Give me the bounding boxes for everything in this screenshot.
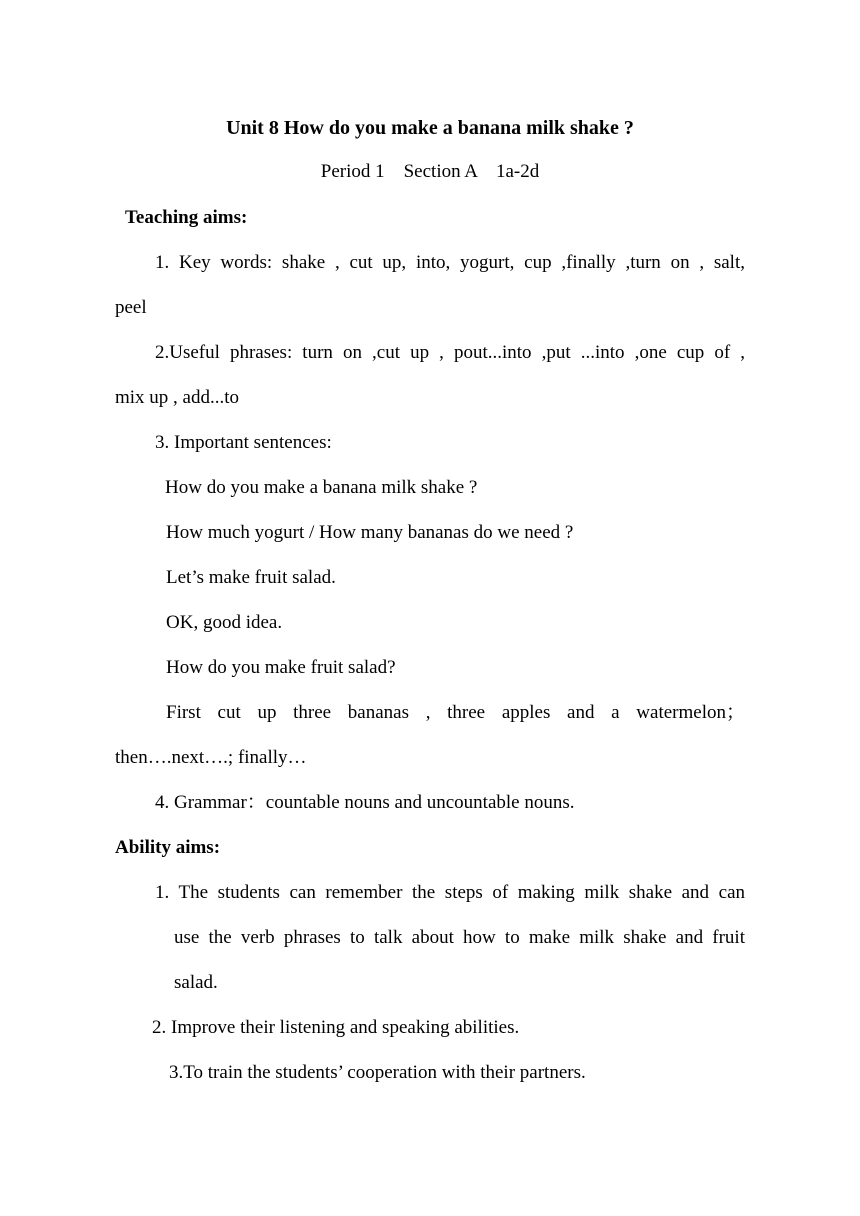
useful-phrases-line-2: mix up , add...to	[115, 387, 240, 408]
sentence-1: How do you make a banana milk shake ?	[165, 477, 478, 498]
sentence-5: How do you make fruit salad?	[166, 657, 396, 678]
sentence-4: OK, good idea.	[166, 612, 283, 633]
ability-item-3: 3.To train the students’ cooperation with their partners.	[169, 1062, 586, 1083]
steps-line-1: First cut up three bananas , three apples and a watermelon；	[166, 702, 745, 723]
page-subtitle: Period 1 Section A 1a-2d	[320, 161, 540, 182]
grammar-line: 4. Grammar：countable nouns and uncountable nouns.	[155, 792, 575, 813]
important-sentences-heading: 3. Important sentences:	[155, 432, 332, 453]
ability-item-1-line-1: 1. The students can remember the steps of making milk shake and can	[155, 882, 745, 903]
ability-item-2: 2. Improve their listening and speaking abilities.	[152, 1017, 520, 1038]
sentence-3: Let’s make fruit salad.	[166, 567, 336, 588]
useful-phrases-line-1: 2.Useful phrases: turn on ,cut up , pout...into ,put ...into ,one cup of ,	[155, 342, 745, 363]
ability-aims-heading: Ability aims:	[115, 837, 221, 858]
sentence-2: How much yogurt / How many bananas do we need ?	[166, 522, 574, 543]
page-title: Unit 8 How do you make a banana milk shake ?	[226, 117, 634, 139]
ability-item-1-line-2: use the verb phrases to talk about how to make milk shake and fruit	[174, 927, 745, 948]
teaching-aims-heading: Teaching aims:	[125, 207, 248, 228]
key-words-line-2: peel	[115, 297, 147, 318]
key-words-line-1: 1. Key words: shake , cut up, into, yogurt, cup ,finally ,turn on , salt,	[155, 252, 745, 273]
ability-item-1-line-3: salad.	[174, 972, 218, 993]
steps-line-2: then….next….; finally…	[115, 747, 307, 768]
